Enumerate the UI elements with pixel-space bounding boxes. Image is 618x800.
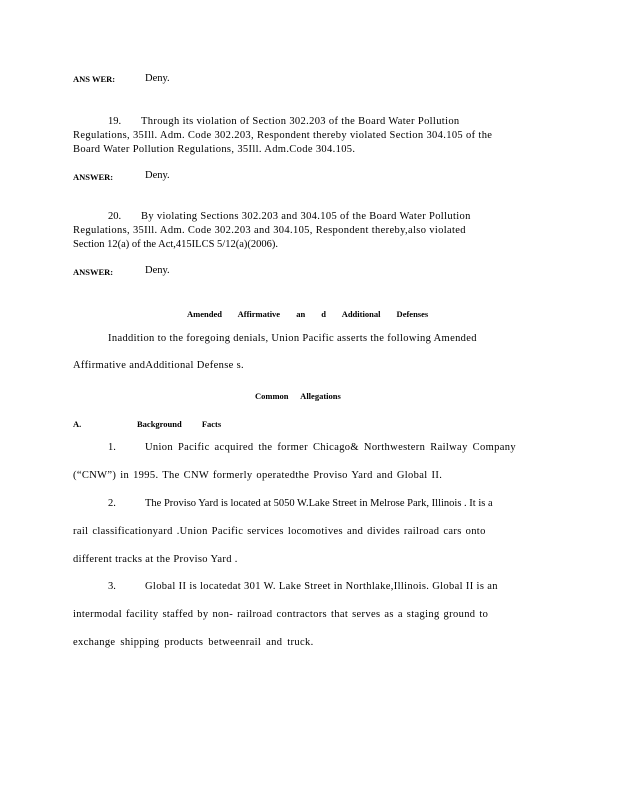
- section-letter: A.: [73, 419, 82, 429]
- paragraph-line: Regulations, 35Ill. Adm. Code 302.203, Respondent thereby violated Section 304.105 of the: [73, 130, 493, 141]
- answer-text: Deny.: [145, 170, 170, 181]
- section-heading: Amended Affirmative an d Additional Defenses: [187, 309, 429, 319]
- intro-line: Affirmative andAdditional Defense s.: [73, 360, 245, 371]
- paragraph-line: intermodal facility staffed by non- railroad contractors that serves as a staging ground to: [73, 609, 489, 620]
- paragraph-number: 20.: [108, 211, 122, 222]
- paragraph-line: Through its violation of Section 302.203 of the Board Water Pollution: [141, 116, 460, 127]
- paragraph-line: exchange shipping products betweenrail and truck.: [73, 637, 314, 648]
- paragraph-line: different tracks at the Proviso Yard .: [73, 554, 238, 565]
- answer-text: Deny.: [145, 265, 170, 276]
- paragraph-number: 2.: [108, 498, 116, 509]
- answer-text: Deny.: [145, 73, 170, 84]
- paragraph-line: Board Water Pollution Regulations, 35Ill. Adm.Code 304.105.: [73, 144, 356, 155]
- paragraph-line: rail classificationyard .Union Pacific services locomotives and divides railroad cars onto: [73, 526, 486, 537]
- paragraph-line: The Proviso Yard is located at 5050 W.Lake Street in Melrose Park, Illinois . It is a: [145, 498, 493, 509]
- paragraph-number: 3.: [108, 581, 116, 592]
- paragraph-line: Union Pacific acquired the former Chicago& Northwestern Railway Company: [145, 442, 516, 453]
- paragraph-line: Global II is locatedat 301 W. Lake Street in Northlake,Illinois. Global II is an: [145, 581, 498, 592]
- paragraph-line: Regulations, 35Ill. Adm. Code 302.203 and 304.105, Respondent thereby,also violated: [73, 225, 466, 236]
- paragraph-line: (“CNW”) in 1995. The CNW formerly operatedthe Proviso Yard and Global II.: [73, 470, 443, 481]
- answer-label: ANSWER:: [73, 267, 114, 277]
- paragraph-number: 19.: [108, 116, 122, 127]
- paragraph-line: By violating Sections 302.203 and 304.105 of the Board Water Pollution: [141, 211, 471, 222]
- paragraph-line: Section 12(a) of the Act,415ILCS 5/12(a)(2006).: [73, 239, 278, 250]
- answer-label: ANS WER:: [73, 74, 116, 84]
- answer-label: ANSWER:: [73, 172, 114, 182]
- section-heading: Common Allegations: [255, 391, 341, 401]
- intro-line: Inaddition to the foregoing denials, Union Pacific asserts the following Amended: [108, 333, 477, 344]
- section-title: Background Facts: [137, 419, 222, 429]
- paragraph-number: 1.: [108, 442, 116, 453]
